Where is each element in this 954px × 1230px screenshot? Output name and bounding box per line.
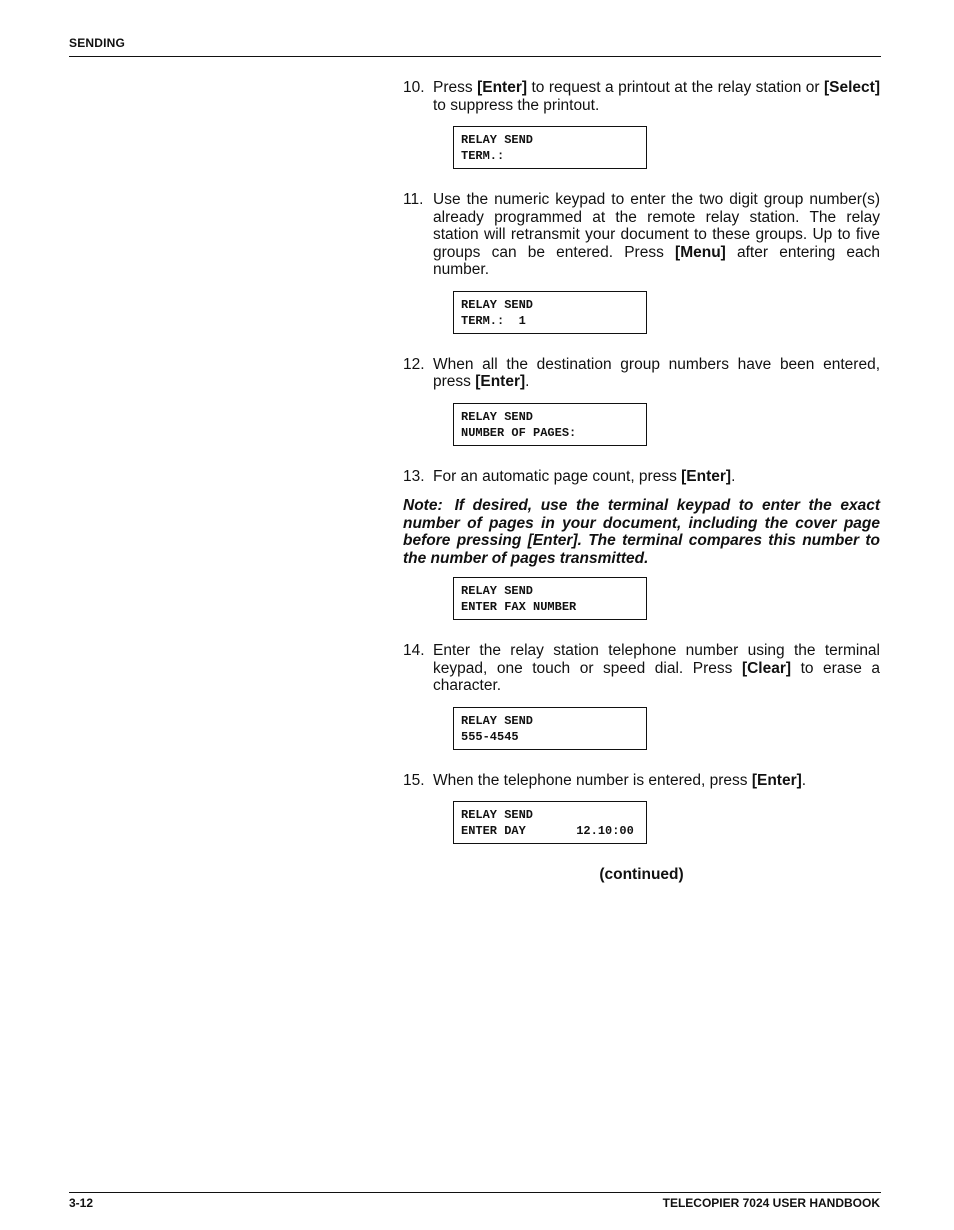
step-text [433, 772, 880, 790]
step-number: 10. [403, 79, 425, 96]
text-run: When the telephone number is entered, press [433, 771, 752, 789]
note-text: If desired, use the terminal keypad to enter the exact number of pages in your document, including the cover page before pressing [Enter]. The terminal compares this number to the number of pages transmitted. [403, 497, 880, 567]
lcd-line: ENTER DAY 12.10:00 [461, 824, 634, 838]
step-2 [403, 356, 880, 391]
text-run: Use the numeric keypad to enter the two digit group number(s) already programmed at the remote relay station. The relay station will retransmit your document to these groups. Up to five groups can be entered. Press [433, 191, 880, 261]
lcd-display [453, 707, 647, 750]
key-name: [Select] [824, 79, 880, 96]
lcd-line: RELAY SEND [461, 808, 534, 822]
lcd-display [453, 403, 647, 446]
text-run: to suppress the printout. [433, 96, 600, 114]
text-run: Press [433, 79, 478, 96]
section-header: SENDING [69, 36, 126, 50]
step-1 [403, 191, 880, 279]
text-run: . [801, 771, 807, 789]
lcd-display [453, 801, 647, 844]
step-text [433, 191, 880, 279]
step-4 [403, 642, 880, 695]
lcd-line: RELAY SEND [461, 584, 534, 598]
lcd-line: NUMBER OF PAGES: [461, 425, 577, 440]
key-name: [Enter] [475, 373, 526, 390]
step-number: 12. [403, 355, 425, 373]
text-run: . [525, 373, 530, 390]
note-label: Note: [403, 497, 443, 514]
header-rule [69, 56, 881, 57]
continued-label: (continued) [599, 866, 684, 883]
step-0 [403, 79, 880, 114]
text-run: to request a printout at the relay station or [527, 79, 824, 96]
text-run: to erase a character. [433, 659, 880, 694]
step-text [433, 356, 880, 391]
text-run: . [731, 467, 736, 485]
text-run: For an automatic page count, press [433, 467, 682, 485]
lcd-line: RELAY SEND [461, 713, 534, 728]
lcd-line: TERM.: 1 [461, 313, 526, 328]
lcd-display [453, 291, 647, 334]
text-run: Enter the relay station telephone number using the terminal keypad, one touch or speed dial. Press [433, 642, 880, 677]
step-text [433, 79, 880, 114]
lcd-line: RELAY SEND [461, 409, 534, 424]
lcd-line: RELAY SEND [461, 297, 534, 312]
step-number: 15. [403, 771, 425, 789]
step-text [433, 468, 880, 486]
text-run: after entering each number. [433, 243, 881, 278]
instructions-column [403, 79, 880, 884]
lcd-display [453, 126, 647, 169]
step-number: 14. [403, 642, 425, 659]
text-run: When all the destination group numbers have been entered, press [433, 355, 880, 390]
lcd-line: RELAY SEND [461, 133, 534, 147]
lcd-display [453, 577, 647, 620]
step-3 [403, 468, 880, 486]
step-number: 11. [403, 191, 424, 208]
lcd-line: 555-4545 [461, 729, 519, 744]
handbook-title: TELECOPIER 7024 USER HANDBOOK [662, 1196, 880, 1210]
lcd-line: TERM.: [461, 149, 505, 163]
step-number: 13. [403, 467, 425, 485]
key-name: [Enter] [751, 771, 802, 789]
step-text [433, 642, 880, 695]
step-5 [403, 772, 880, 790]
key-name: [Enter] [681, 467, 732, 485]
key-name: [Menu] [675, 243, 726, 261]
key-name: [Clear] [741, 659, 792, 677]
key-name: [Enter] [477, 79, 528, 96]
lcd-line: ENTER FAX NUMBER [461, 600, 577, 614]
note [403, 497, 880, 567]
page-number: 3-12 [69, 1196, 94, 1210]
footer-rule [69, 1192, 881, 1193]
